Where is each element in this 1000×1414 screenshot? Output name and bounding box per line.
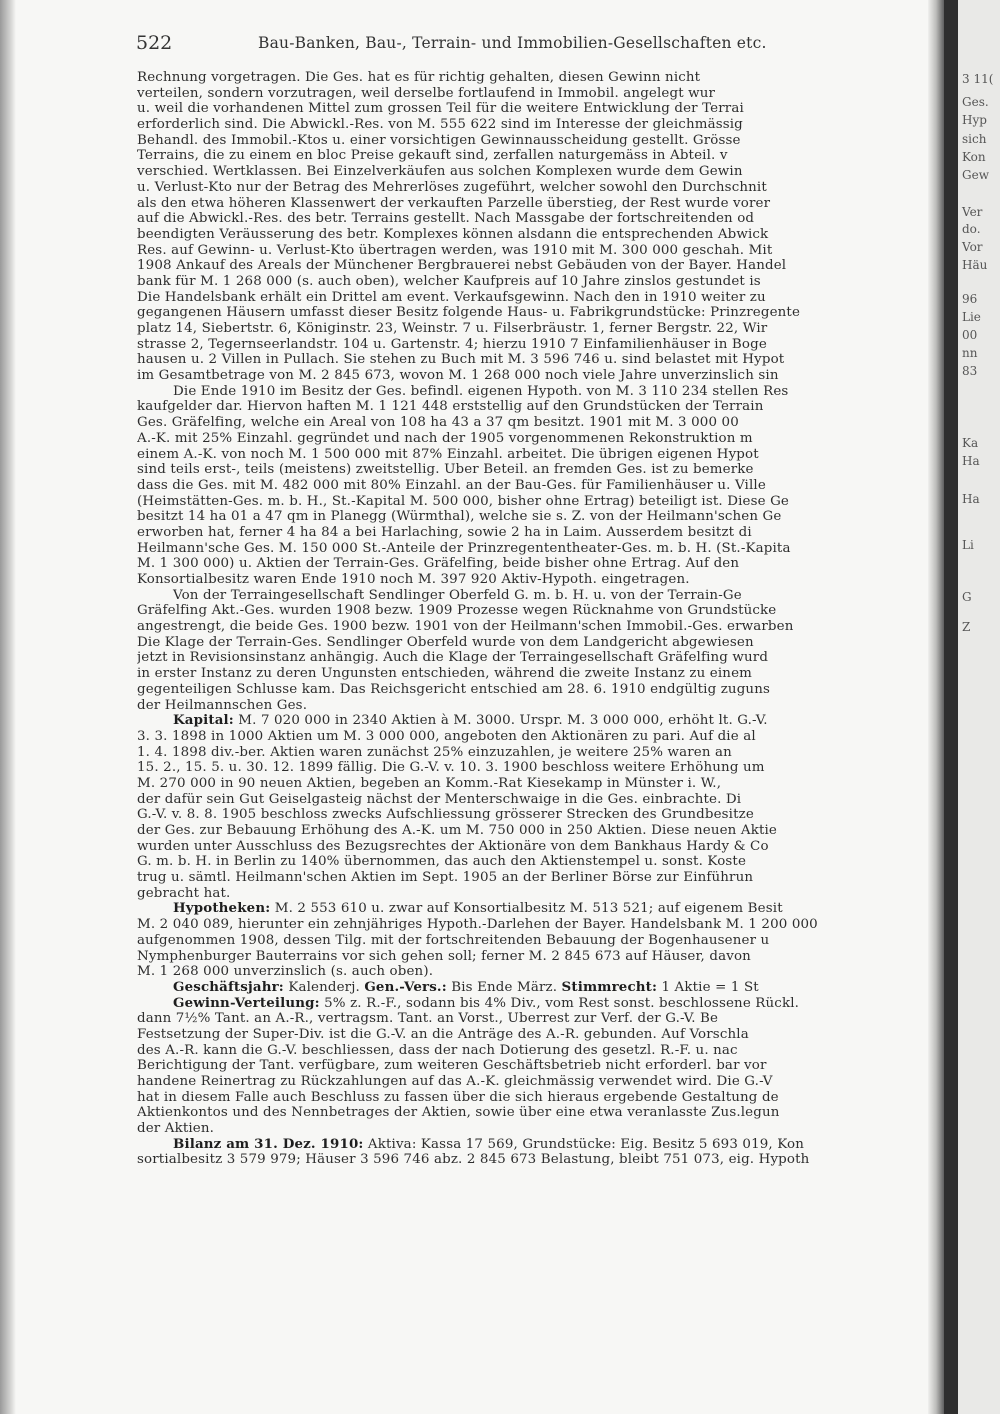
body-line-21: kaufgelder dar. Hiervon haften M. 1 121 448 erststellig auf den Grundstücken der Terrain (137, 399, 764, 415)
gewinn-section (137, 1011, 937, 1137)
body-line-30: Heilmann'sche Ges. M. 150 000 St.-Anteile der Prinzregententheater-Ges. m. b. H. (St.-Kapita (137, 540, 791, 556)
adjacent-page-fragment: Ver (962, 205, 983, 219)
binding-shadow (944, 0, 958, 1414)
hypotheken-line-4: M. 1 268 000 unverzinslich (s. auch oben). (137, 964, 434, 980)
body-line-19: im Gesamtbetrage von M. 2 845 673, wovon M. 1 268 000 noch viele Jahre unverzinslich sin (137, 368, 779, 384)
adjacent-page-fragment: Lie (962, 310, 981, 324)
gewinn-text-0: 5% z. R.-F., sodann bis 4% Div., vom Rest sonst. beschlossene Rückl. (319, 995, 800, 1011)
kapital-line-0 (137, 713, 937, 729)
kapital-line-2: 1. 4. 1898 div.-ber. Aktien waren zunächst 25% einzuzahlen, je weitere 25% waren an (137, 744, 732, 760)
body-line-12: 1908 Ankauf des Areals der Münchener Bergbrauerei nebst Gebäuden von der Bayer. Handel (137, 258, 787, 274)
kapital-line-1: 3. 3. 1898 in 1000 Aktien um M. 3 000 000, angeboten den Aktionären zu pari. Auf die al (137, 728, 756, 744)
kapital-line-6: G.-V. v. 8. 8. 1905 beschloss zwecks Aufschliessung grösserer Strecken des Grundbesitze (137, 807, 754, 823)
body-line-32: Konsortialbesitz waren Ende 1910 noch M. 397 920 Aktiv-Hypoth. eingetragen. (137, 572, 690, 587)
kapital-text-0: M. 7 020 000 in 2340 Aktien à M. 3000. Urspr. M. 3 000 000, erhöht lt. G.-V. (233, 713, 768, 729)
body-line-1: verteilen, sondern vorzutragen, weil derselbe fortlaufend in Immobil. angelegt wur (137, 85, 716, 101)
adjacent-page-fragment: sich (962, 132, 987, 146)
body-line-3: erforderlich sind. Die Abwickl.-Res. von M. 555 622 sind im Interesse der gleichmässig (137, 117, 743, 133)
adjacent-page-fragment: Ha (962, 454, 980, 468)
body-line-31: M. 1 300 000) u. Aktien der Terrain-Ges. Gräfelfing, beide bisher ohne Ertrag. Auf den (137, 556, 740, 572)
bilanz-line-0 (137, 1137, 937, 1153)
body-line-10: beendigten Veräusserung des betr. Komplexes können alsdann die entsprechenden Abwick (137, 226, 769, 242)
body-line-18: hausen u. 2 Villen in Pullach. Sie stehen zu Buch mit M. 3 596 746 u. sind belastet mit Hypot (137, 352, 785, 368)
hypotheken-section (137, 917, 937, 980)
adjacent-page-fragment: G (962, 590, 972, 604)
adjacent-page-fragment: Häu (962, 258, 988, 272)
kapital-line-4: M. 270 000 in 90 neuen Aktien, begeben an Komm.-Rat Kiesekamp in Münster i. W., (137, 775, 722, 791)
kapital-line-9: G. m. b. H. in Berlin zu 140% übernommen, das auch den Aktienstempel u. sonst. Koste (137, 854, 747, 870)
geschaeftsjahr-line (137, 980, 937, 996)
gen-vers-label: Gen.-Vers.: (364, 979, 447, 995)
body-line-23: A.-K. mit 25% Einzahl. gegründet und nach der 1905 vorgenommenen Rekonstruktion m (137, 430, 753, 446)
kapital-line-5: der dafür sein Gut Geiselgasteig nächst der Menterschwaige in die Ges. einbrachte. Di (137, 791, 742, 807)
adjacent-page-fragment: Gew (962, 168, 989, 182)
hypotheken-line-0 (137, 901, 937, 917)
kapital-line-3: 15. 2., 15. 5. u. 30. 12. 1899 fällig. Die G.-V. v. 10. 3. 1900 beschloss weitere Erhöhung um (137, 760, 765, 776)
body-line-37: jetzt in Revisionsinstanz anhängig. Auch die Klage der Terraingesellschaft Gräfelfing wurd (137, 650, 769, 666)
body-line-8: als den etwa höheren Klassenwert der verkauften Parzelle überstieg, der Rest wurde vorer (137, 195, 771, 211)
body-line-28: besitzt 14 ha 01 a 47 qm in Planegg (Würmthal), welche sie s. Z. von der Heilmann'schen Ge (137, 509, 782, 525)
stimmrecht-label: Stimmrecht: (561, 979, 658, 995)
body-line-9: auf die Abwickl.-Res. des betr. Terrains gestellt. Nach Massgabe der fortschreitenden od (137, 211, 755, 227)
hypotheken-line-1: M. 2 040 089, hierunter ein zehnjähriges Hypoth.-Darlehen der Bayer. Handelsbank M. 1 200 000 (137, 917, 818, 933)
body-line-0: Rechnung vorgetragen. Die Ges. hat es für richtig gehalten, diesen Gewinn nicht (137, 70, 701, 85)
gen-vers-text: Bis Ende März. (446, 979, 562, 995)
adjacent-page-fragment: Ha (962, 492, 980, 506)
body-line-11: Res. auf Gewinn- u. Verlust-Kto übertragen werden, was 1910 mit M. 300 000 geschah. Mit (137, 242, 773, 258)
adjacent-page-fragment: Vor (962, 240, 983, 254)
adjacent-page-fragment: 83 (962, 364, 978, 378)
body-line-40: der Heilmannschen Ges. (137, 697, 308, 713)
body-line-13: bank für M. 1 268 000 (s. auch oben), welcher Kaufpreis auf 10 Jahre zinslos gestundet is (137, 273, 761, 289)
adjacent-page-fragment: Ges. (962, 95, 989, 109)
adjacent-page-fragment: do. (962, 222, 981, 236)
body-line-35: angestrengt, die beide Ges. 1900 bezw. 1901 von der Heilmann'schen Immobil.-Ges. erwarben (137, 619, 794, 635)
page-number: 522 (136, 32, 173, 54)
body-line-27: (Heimstätten-Ges. m. b. H., St.-Kapital M. 500 000, bisher ohne Ertrag) beteiligt ist. Diese Ge (137, 493, 790, 509)
stimmrecht-text: 1 Aktie = 1 St (657, 979, 759, 995)
body-line-16: platz 14, Siebertstr. 6, Königinstr. 23, Weinstr. 7 u. Filserbräustr. 1, ferner Bergstr. 22, Wir (137, 321, 768, 336)
gewinn-line-5: handene Reinertrag zu Rückzahlungen auf das A.-K. gleichmässig verwendet wird. Die G.-V (137, 1074, 773, 1089)
body-line-15: gegangenen Häusern umfasst dieser Besitz folgende Haus- u. Fabrikgrundstücke: Prinzregente (137, 305, 801, 321)
adjacent-page-fragment: 96 (962, 292, 978, 306)
kapital-label: Kapital: (173, 713, 234, 729)
scan-edge-shadow (0, 0, 16, 1414)
body-line-24: einem A.-K. von noch M. 1 500 000 mit 87% Einzahl. arbeitet. Die übrigen eigenen Hypot (137, 446, 759, 462)
adjacent-page-fragment: Ka (962, 436, 979, 450)
body-line-34: Gräfelfing Akt.-Ges. wurden 1908 bezw. 1909 Prozesse wegen Rücknahme von Grundstücke (137, 603, 777, 619)
hypotheken-label: Hypotheken: (173, 901, 271, 917)
body-line-20: Die Ende 1910 im Besitz der Ges. befindl. eigenen Hypoth. von M. 3 110 234 stellen Res (173, 383, 789, 399)
gewinn-line-4: Berichtigung der Tant. verfügbare, zum weiteren Geschäftsbetrieb nicht erforderl. bar vor (137, 1058, 767, 1074)
adjacent-page-fragment: Li (962, 538, 974, 552)
body-line-17: strasse 2, Tegernseerlandstr. 104 u. Gartenstr. 4; hierzu 1910 7 Einfamilienhäuser in Boge (137, 336, 767, 352)
hypotheken-line-3: Nymphenburger Bauterrains vor sich gehen soll; ferner M. 2 845 673 auf Häuser, davon (137, 948, 751, 964)
body-line-22: Ges. Gräfelfing, welche ein Areal von 108 ha 43 a 37 qm besitzt. 1901 mit M. 3 000 00 (137, 415, 739, 431)
hypotheken-text-0: M. 2 553 610 u. zwar auf Konsortialbesitz M. 513 521; auf eigenem Besit (270, 901, 783, 917)
gewinn-line-1: dann 7½% Tant. an A.-R., vertragsm. Tant. an Vorst., Überrest zur Verf. der G.-V. Be (137, 1011, 719, 1027)
gewinn-line-8: der Aktien. (137, 1121, 215, 1137)
body-text (137, 70, 937, 1168)
adjacent-page-fragment: 3 11( (962, 72, 994, 86)
kapital-line-11: gebracht hat. (137, 885, 231, 901)
body-line-5: Terrains, die zu einem en bloc Preise gekauft sind, zerfallen naturgemäss in Abteil. v (137, 148, 728, 164)
gewinn-line-6: hat in diesem Falle auch Beschluss zu fassen über die sich hieraus ergebende Gestaltung de (137, 1089, 779, 1105)
geschaeftsjahr-label: Geschäftsjahr: (173, 979, 284, 995)
kapital-section (137, 729, 937, 902)
body-line-33: Von der Terraingesellschaft Sendlinger Oberfeld G. m. b. H. u. von der Terrain-Ge (173, 587, 742, 603)
gewinn-line-2: Festsetzung der Super-Div. ist die G.-V. an die Anträge des A.-R. gebunden. Auf Vorschla (137, 1026, 749, 1042)
adjacent-page-fragment: Kon (962, 150, 986, 164)
bilanz-line-1: sortialbesitz 3 579 979; Häuser 3 596 746 abz. 2 845 673 Belastung, bleibt 751 073, eig. Hypoth (137, 1152, 810, 1168)
body-line-26: dass die Ges. mit M. 482 000 mit 80% Einzahl. an der Bau-Ges. für Familienhäuser u. Ville (137, 477, 766, 493)
body-line-4: Behandl. des Immobil.-Ktos u. einer vorsichtigen Gewinnausscheidung gestellt. Grösse (137, 132, 741, 148)
page-header (136, 32, 936, 56)
gewinn-line-3: des A.-R. kann die G.-V. beschliessen, dass der nach Dotierung des gesetzl. R.-F. u. nac (137, 1042, 738, 1058)
adjacent-page-edge (958, 0, 1000, 1414)
body-line-39: gegenteiligen Schlusse kam. Das Reichsgericht entschied am 28. 6. 1910 endgültig zuguns (137, 681, 770, 697)
bilanz-label: Bilanz am 31. Dez. 1910: (173, 1136, 364, 1152)
body-line-36: Die Klage der Terrain-Ges. Sendlinger Oberfeld wurde von dem Landgericht abgewiesen (137, 634, 754, 650)
bilanz-text-0: Aktiva: Kassa 17 569, Grundstücke: Eig. Besitz 5 693 019, Kon (363, 1136, 805, 1152)
hypotheken-line-2: aufgenommen 1908, dessen Tilg. mit der fortschreitenden Bebauung der Bogenhausener u (137, 932, 770, 948)
adjacent-page-fragment: Z (962, 620, 971, 634)
kapital-line-7: der Ges. zur Bebauung Erhöhung des A.-K. um M. 750 000 in 250 Aktien. Diese neuen Aktie (137, 823, 777, 838)
gewinn-line-7: Aktienkontos und des Nennbetrages der Aktien, sowie über eine etwa veranlasste Zus.legun (137, 1105, 780, 1121)
body-line-25: sind teils erst-, teils (meistens) zweitstellig. Über Beteil. an fremden Ges. ist zu bemerke (137, 462, 754, 478)
kapital-line-8: wurden unter Ausschluss des Bezugsrechtes der Aktionäre von dem Bankhaus Hardy & Co (137, 838, 769, 854)
main-paragraphs (137, 70, 937, 713)
body-line-14: Die Handelsbank erhält ein Drittel am event. Verkaufsgewinn. Nach den in 1910 weiter zu (137, 289, 766, 305)
gewinn-label: Gewinn-Verteilung: (173, 995, 320, 1011)
body-line-2: u. weil die vorhandenen Mittel zum grossen Teil für die weitere Entwicklung der Terrai (137, 101, 744, 117)
geschaeftsjahr-text: Kalenderj. (283, 979, 365, 995)
body-line-6: verschied. Wertklassen. Bei Einzelverkäufen aus solchen Komplexen wurde dem Gewin (137, 164, 743, 180)
running-head: Bau-Banken, Bau-, Terrain- und Immobilien-Gesellschaften etc. (258, 34, 767, 52)
gewinn-line-0 (137, 996, 937, 1012)
kapital-line-10: trug u. sämtl. Heilmann'schen Aktien im Sept. 1905 an der Berliner Börse zur Einführun (137, 870, 754, 886)
adjacent-page-fragment: Hyp (962, 113, 987, 127)
adjacent-page-fragment: 00 (962, 328, 978, 342)
adjacent-page-fragment: nn (962, 346, 978, 360)
body-line-29: erworben hat, ferner 4 ha 84 a bei Harlaching, sowie 2 ha in Laim. Ausserdem besitzt di (137, 524, 752, 540)
body-line-7: u. Verlust-Kto nur der Betrag des Mehrerlöses zugeführt, welcher sowohl den Durchschnit (137, 179, 767, 195)
body-line-38: in erster Instanz zu deren Ungunsten entschieden, während die zweite Instanz zu einem (137, 666, 752, 682)
bilanz-section (137, 1152, 937, 1168)
